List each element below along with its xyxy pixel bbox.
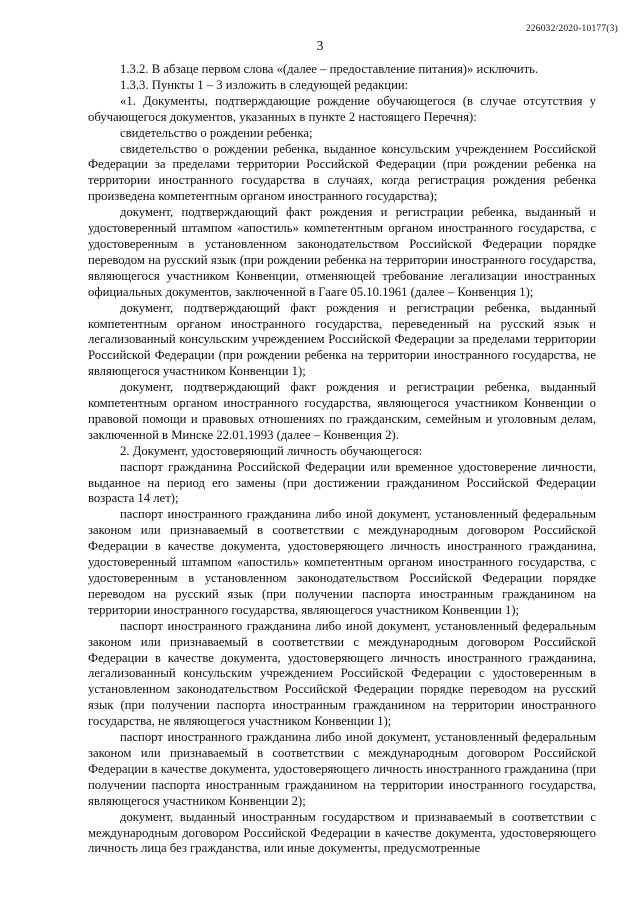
paragraph: документ, подтверждающий факт рождения и регистрации ребенка, выданный и удостоверенный штампом «апостиль» компетентным органом иностранного государства, с удостоверенным в установленном законодательством Российской Федерации порядке переводом на русский язык (при рождении ребенка на территории иностранного государства, являющегося участником Конвенции, отменяющей требование легализации иностранных официальных документов, заключенной в Гааге 05.10.1961 (далее – Конвенция 1);	[88, 205, 596, 299]
page-number: 3	[316, 38, 324, 53]
paragraph: свидетельство о рождении ребенка, выданное консульским учреждением Российской Федерации за пределами территории Российской Федерации (при рождении ребенка на территории иностранного государства в случаях, когда регистрация рождения ребенка произведена компетентным органом иностранного государства);	[88, 141, 596, 204]
paragraph: паспорт иностранного гражданина либо иной документ, установленный федеральным законом или признаваемый в соответствии с международным договором Российской Федерации в качестве документа, удостоверяющего личность иностранного гражданина, легализованный консульским учреждением Российской Федерации с удостоверенным в установленном законодательством Российской Федерации порядке переводом на русский язык (при получении паспорта иностранным гражданином на территории иностранного государства, не являющегося участником Конвенции 1);	[88, 618, 596, 729]
paragraph: документ, выданный иностранным государством и признаваемый в соответствии с международным договором Российской Федерации в качестве документа, удостоверяющего личность лица без гражданства, или иные документы, предусмотренные	[88, 809, 596, 856]
paragraph: 1.3.2. В абзаце первом слова «(далее – предоставление питания)» исключить.	[120, 62, 539, 76]
paragraph: документ, подтверждающий факт рождения и регистрации ребенка, выданный компетентным органом иностранного государства, являющегося участником Конвенции о правовой помощи и правовых отношениях по гражданским, семейным и уголовным делам, заключенной в Минске 22.01.1993 (далее – Конвенция 2).	[88, 380, 596, 442]
paragraph: документ, подтверждающий факт рождения и регистрации ребенка, выданный компетентным органом иностранного государства, переведенный на русский язык и легализованный консульским учреждением Российской Федерации за пределами территории Российской Федерации (при рождении ребенка на территории иностранного государства, не являющегося участником Конвенции 1);	[88, 300, 596, 379]
paragraph: 2. Документ, удостоверяющий личность обучающегося:	[120, 443, 423, 458]
paragraph: 1.3.3. Пункты 1 – 3 изложить в следующей редакции:	[120, 77, 409, 92]
paragraph: свидетельство о рождении ребенка;	[120, 125, 313, 140]
paragraph: паспорт гражданина Российской Федерации или временное удостоверение личности, выданное на период его замены (при достижении гражданином Российской Федерации возраста 14 лет);	[88, 459, 596, 506]
document-number: 226032/2020-10177(3)	[525, 24, 618, 34]
paragraph: паспорт иностранного гражданина либо иной документ, установленный федеральным законом или признаваемый в соответствии с международным договором Российской Федерации в качестве документа, удостоверяющего личность иностранного гражданина, удостоверенный штампом «апостиль» компетентным органом иностранного государства, с удостоверенным в установленном законодательством Российской Федерации порядке переводом на русский язык (при получении паспорта иностранным гражданином на территории иностранного государства, являющегося участником Конвенции 1);	[88, 507, 596, 617]
paragraph: «1. Документы, подтверждающие рождение обучающегося (в случае отсутствия у обучающегося документов, указанных в пункте 2 настоящего Перечня):	[88, 93, 596, 124]
paragraph: паспорт иностранного гражданина либо иной документ, установленный федеральным законом или признаваемый в соответствии с международным договором Российской Федерации в качестве документа, удостоверяющего личность иностранного гражданина (при получении паспорта иностранным гражданином на территории иностранного государства, являющегося участником Конвенции 2);	[88, 730, 596, 808]
document-body	[88, 62, 596, 857]
